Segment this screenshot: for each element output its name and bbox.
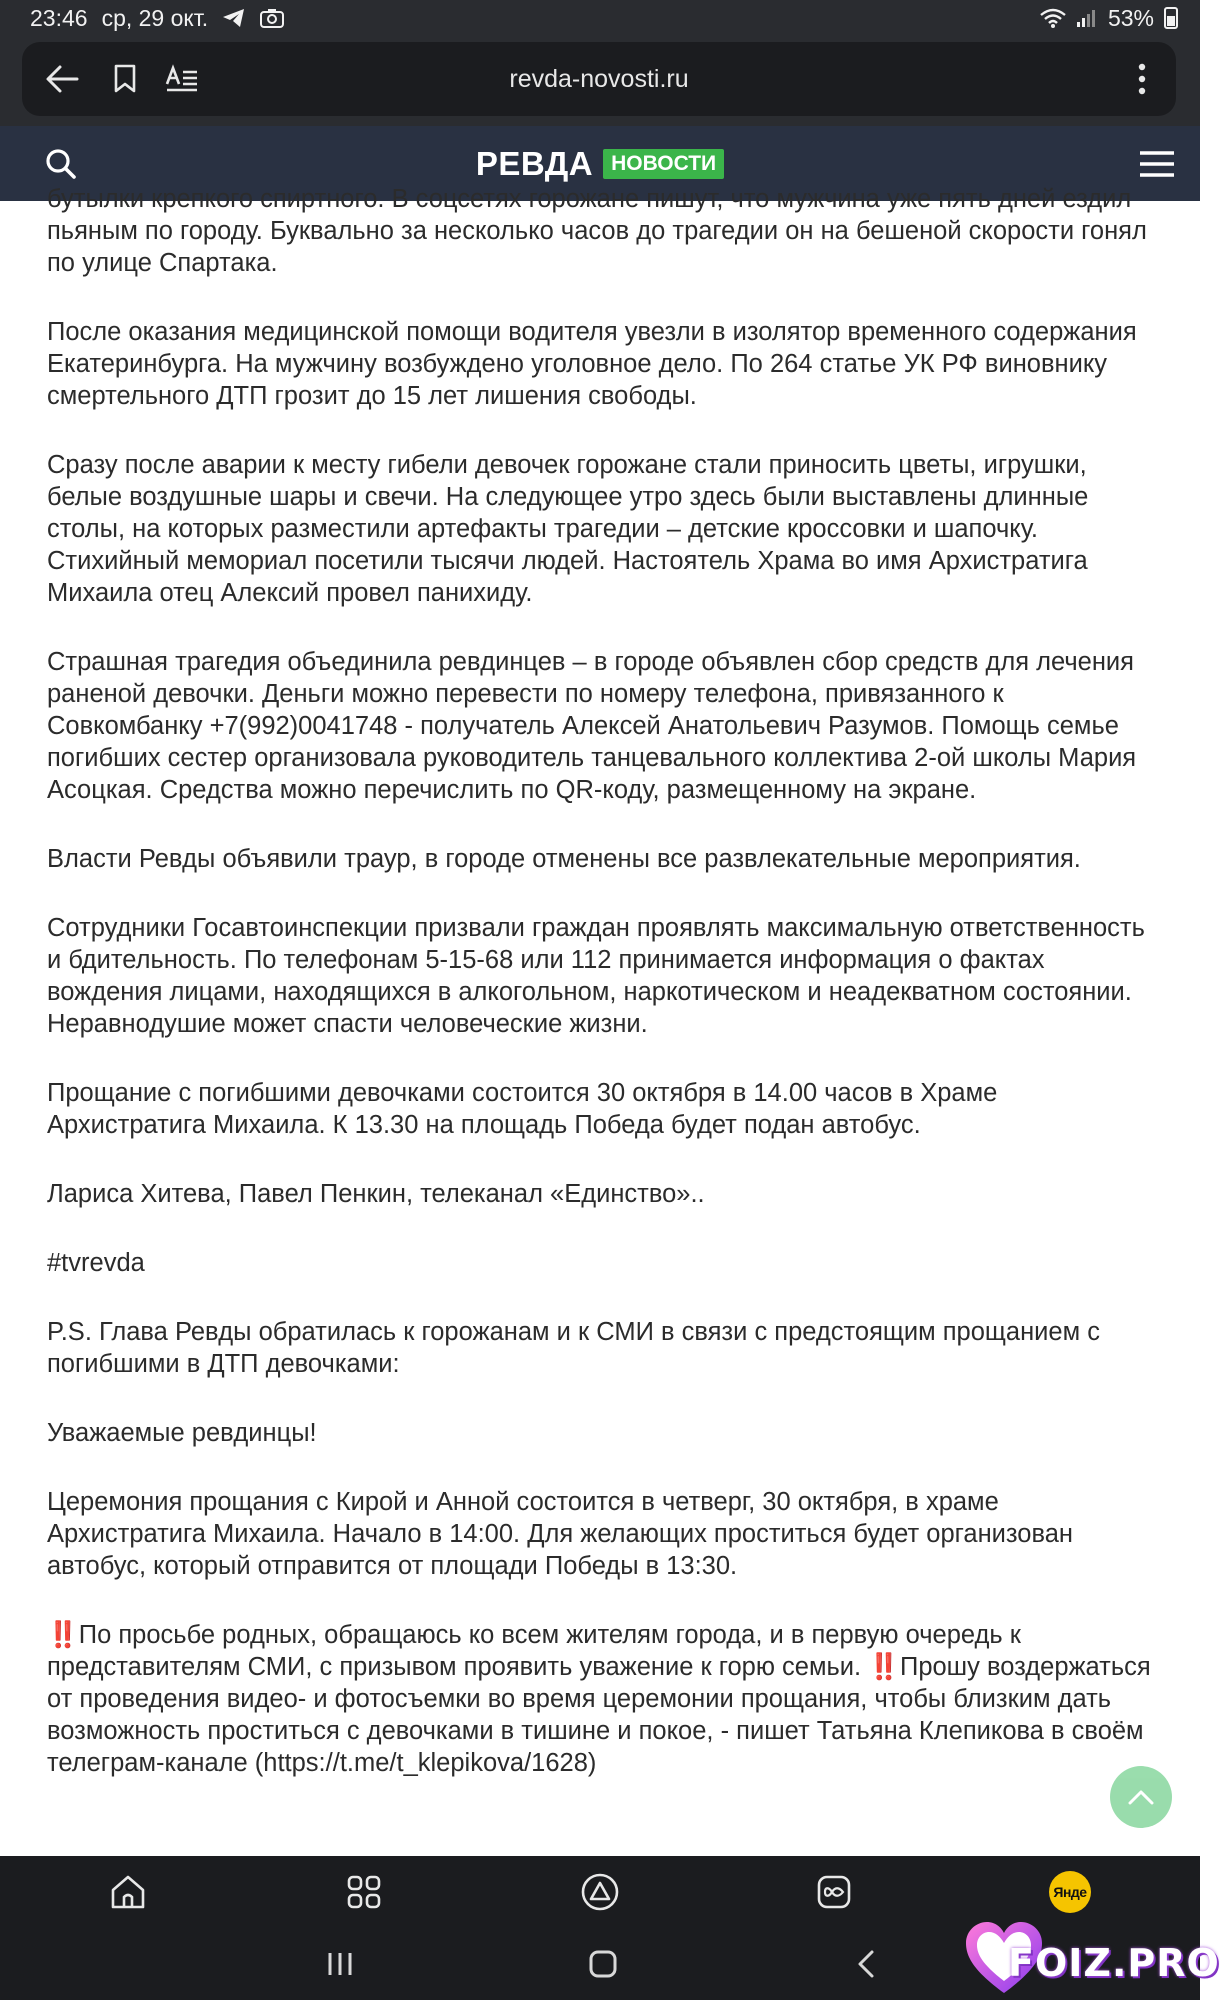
system-back-button[interactable] <box>826 1928 906 2000</box>
final-text-part2: Прошу воздержаться от проведения видео- и фотосъемки во время церемонии прощания, чтобы близким дать возможность проститься с девочками в тишине и покое, - пишет Татьяна Клепикова в своём телеграм-канале (https://t.me/t_klepikova/1628) <box>47 1653 1151 1777</box>
logo-badge: НОВОСТИ <box>603 149 724 179</box>
recent-apps-button[interactable] <box>300 1928 380 2000</box>
alice-assistant-button[interactable] <box>560 1856 640 1928</box>
article-paragraph: Уважаемые ревдинцы! <box>47 1419 317 1447</box>
battery-percent: 53% <box>1107 4 1154 31</box>
browser-toolbar <box>0 36 1200 126</box>
double-exclamation-icon: ‼️ <box>868 1653 897 1681</box>
bookmark-button[interactable] <box>95 42 155 116</box>
article-viewport <box>0 185 1200 1854</box>
status-bar <box>0 0 1200 36</box>
hamburger-icon <box>1139 150 1175 178</box>
yandex-avatar: Янде <box>1049 1871 1091 1913</box>
screenshot-icon <box>260 8 284 28</box>
status-right <box>1040 5 1178 32</box>
article-paragraph: P.S. Глава Ревды обратилась к горожанам и к СМИ в связи с предстоящим прощанием с погибшими в ДТП девочками: <box>47 1318 1100 1378</box>
article-paragraph: бутылки крепкого спиртного. В соцсетях горожане пишут, что мужчина уже пять дней ездил пьяным по городу. Буквально за несколько часов до трагедии он на бешеной скорости гонял по улице Спартака. <box>47 185 1147 277</box>
status-time: 23:46 <box>30 4 88 31</box>
home-button[interactable] <box>88 1856 168 1928</box>
home-icon <box>110 1874 146 1910</box>
reader-mode-icon <box>165 64 199 94</box>
system-home-button[interactable] <box>563 1928 643 2000</box>
telegram-icon <box>222 8 246 28</box>
back-button[interactable] <box>32 42 92 116</box>
article-paragraph-final <box>47 1619 1159 1779</box>
article-paragraph: Лариса Хитева, Павел Пенкин, телеканал «Единство».. <box>47 1180 705 1208</box>
rounded-square-icon <box>589 1950 617 1978</box>
watermark <box>958 1915 1220 2000</box>
article-paragraph: Прощание с погибшими девочками состоится 30 октября в 14.00 часов в Храме Архистратига Михаила. К 13.30 на площадь Победа будет подан автобус. <box>47 1079 998 1139</box>
tabs-switcher-icon <box>816 1874 852 1910</box>
article-paragraph: Сотрудники Госавтоинспекции призвали граждан проявлять максимальную ответственность и бдительность. По телефонам 5-15-68 или 112 принимается информация о фактах вождения лицами, находящихся в алкогольном, наркотическом и неадекватном состоянии. Неравнодушие может спасти человеческие жизни. <box>47 914 1145 1038</box>
wifi-icon <box>1040 8 1066 28</box>
status-date: ср, 29 окт. <box>101 4 209 31</box>
bookmark-icon <box>113 64 137 94</box>
article-paragraph: После оказания медицинской помощи водителя увезли в изолятор временного содержания Екатеринбурга. На мужчину возбуждено уголовное дело. По 264 статье УК РФ виновнику смертельного ДТП грозит до 15 лет лишения свободы. <box>47 318 1137 410</box>
signal-icon <box>1076 8 1098 28</box>
grid-apps-icon <box>346 1874 382 1910</box>
chevron-left-icon <box>857 1950 875 1978</box>
address-bar <box>22 42 1176 116</box>
arrow-left-icon <box>45 64 79 94</box>
status-left <box>30 5 284 32</box>
more-menu-button[interactable] <box>1112 42 1172 116</box>
alice-icon <box>580 1872 620 1912</box>
article-paragraph: Страшная трагедия объединила ревдинцев – в городе объявлен сбор средств для лечения раненой девочки. Деньги можно перевести по номеру телефона, привязанного к Совкомбанку +7(992)0041748 - получатель Алексей Анатольевич Разумов. Помощь семье погибших сестер организовала руководитель танцевального коллектива 2-ой школы Мария Асоцкая. Средства можно перечислить по QR-коду, размещенному на экране. <box>47 648 1137 804</box>
battery-icon <box>1164 7 1178 29</box>
watermark-text: FOIZ.PRO <box>1008 1941 1220 1985</box>
tabs-button[interactable] <box>324 1856 404 1928</box>
tabs-switcher-button[interactable] <box>794 1856 874 1928</box>
double-exclamation-icon: ‼️ <box>47 1621 76 1649</box>
more-vertical-icon <box>1137 62 1147 96</box>
article-paragraph: Сразу после аварии к месту гибели девочек горожане стали приносить цветы, игрушки, белые воздушные шары и свечи. На следующее утро здесь были выставлены длинные столы, на которых разместили артефакты трагедии – детские кроссовки и шапочку. Стихийный мемориал посетили тысячи людей. Настоятель Храма во имя Архистратига Михаила отец Алексий провел панихиду. <box>47 451 1089 607</box>
scroll-to-top-button[interactable] <box>1110 1766 1172 1828</box>
article-paragraph: Церемония прощания с Кирой и Анной состоится в четверг, 30 октября, в храме Архистратига Михаила. Начало в 14:00. Для желающих проститься будет организован автобус, который отправится от площади Победы в 13:30. <box>47 1488 1074 1580</box>
article-body <box>47 183 1159 1816</box>
chevron-up-icon <box>1128 1789 1154 1805</box>
final-text-part1: По просьбе родных, обращаюсь ко всем жителям города, и в первую очередь к представителям СМИ, с призывом проявить уважение к горю семьи. <box>47 1621 1021 1681</box>
logo-main: РЕВДА <box>475 144 594 182</box>
recent-apps-icon <box>326 1951 354 1977</box>
article-paragraph: Власти Ревды объявили траур, в городе отменены все развлекательные мероприятия. <box>47 845 1081 873</box>
article-paragraph: #tvrevda <box>47 1249 145 1277</box>
reader-mode-button[interactable] <box>152 42 212 116</box>
address-url[interactable]: revda-novosti.ru <box>509 65 689 93</box>
